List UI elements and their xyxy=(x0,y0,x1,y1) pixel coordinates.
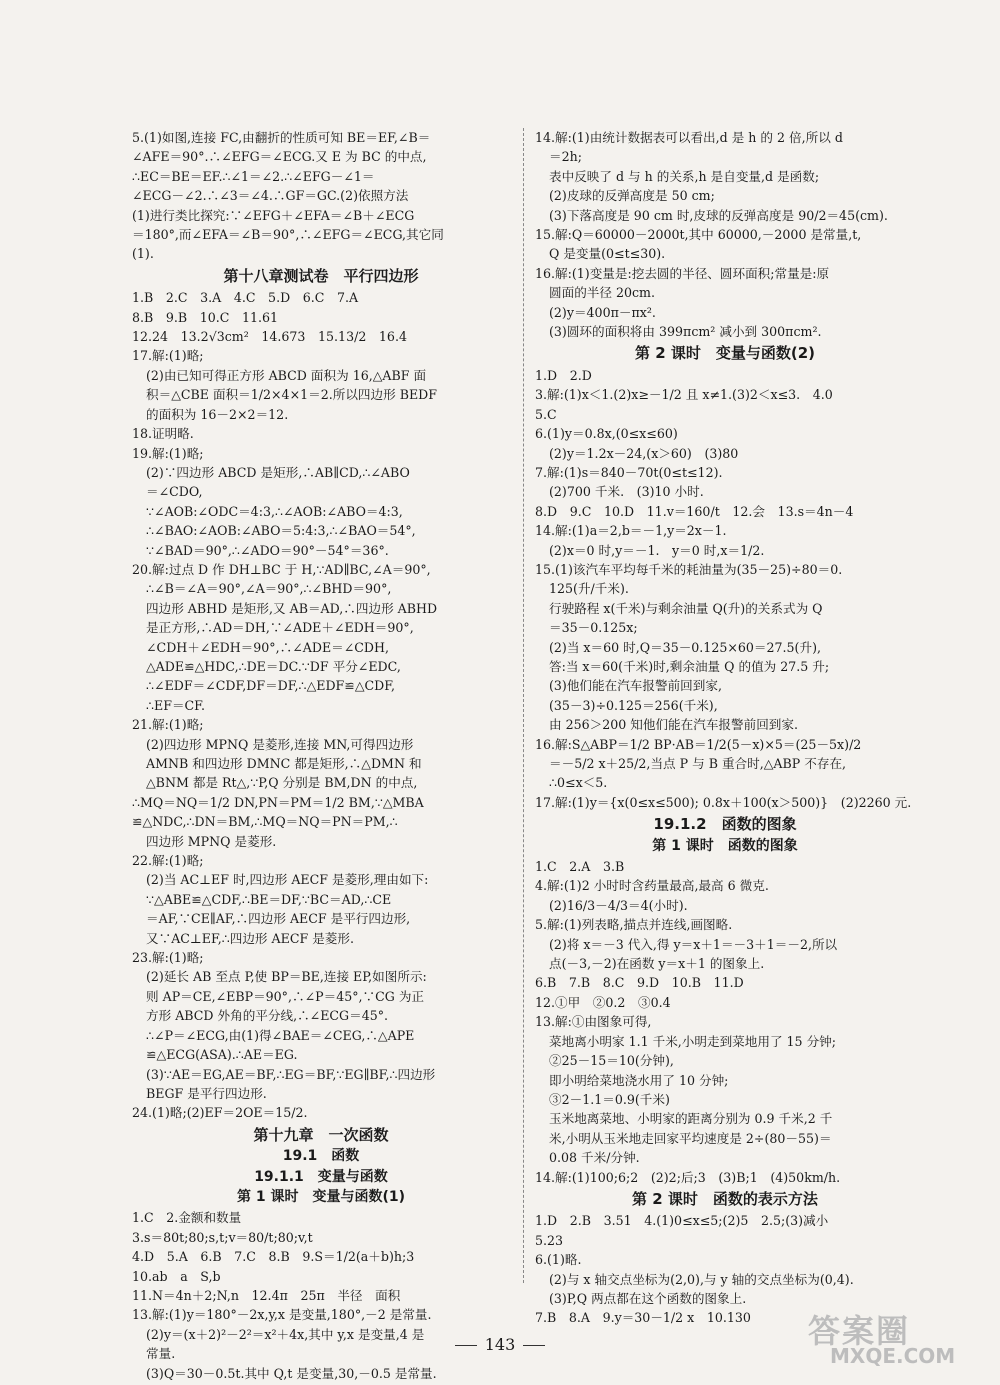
answer-line: 16.解:(1)变量是:挖去圆的半径、圆环面积;常量是:原 xyxy=(535,265,830,281)
answer-line: 17.解:(1)y＝{x(0≤x≤500); 0.8x＋100(x＞500)} (2)2260 元. xyxy=(535,794,912,810)
answer-line: (2)皮球的反弹高度是 50 cm; xyxy=(549,188,715,204)
answer-line: ∴EC＝BE＝EF.∴∠1＝∠2.∴∠EFG－∠1＝ xyxy=(132,168,375,184)
answer-line: △BNM 都是 Rt△,∵P,Q 分别是 BM,DN 的中点, xyxy=(146,775,418,791)
answer-line: 5.(1)如图,连接 FC,由翻折的性质可知 BE＝EF,∠B＝ xyxy=(132,130,431,145)
answer-line: 11.N＝4n＋2;N,n 12.4π 25π 半径 面积 xyxy=(132,1287,401,1303)
answer-line: 1.C 2.金额和数量 xyxy=(132,1210,242,1226)
answer-line: ∴∠BAO:∠AOB:∠ABO＝5:4:3,∴∠BAO＝54°, xyxy=(146,523,416,539)
answer-line: (2)y＝1.2x－24,(x＞60) (3)80 xyxy=(549,445,739,461)
section-heading: 第 2 课时 变量与函数(2) xyxy=(634,344,816,363)
answer-line: ≌△NDC,∴DN＝BM,∴MQ＝NQ＝PN＝PM,∴ xyxy=(132,814,398,830)
answer-line: 23.解:(1)略; xyxy=(132,950,204,966)
answer-line: 13.解:(1)y＝180°－2x,y,x 是变量,180°,－2 是常量. xyxy=(132,1307,432,1323)
section-heading: 第 1 课时 函数的图象 xyxy=(652,837,798,854)
answer-line: (3)他们能在汽车报警前回到家, xyxy=(549,678,722,694)
answer-line: ∴∠EDF＝∠CDF,DF＝DF,∴△EDF≌△CDF, xyxy=(146,678,396,694)
answer-line: 的面积为 16－2×2＝12. xyxy=(146,406,289,422)
answer-line: 0.08 千米/分钟. xyxy=(549,1150,640,1166)
answer-line: ≌△ECG(ASA).∴AE＝EG. xyxy=(146,1047,298,1063)
answer-line: 14.解:(1)100;6;2 (2)2;后;3 (3)B;1 (4)50km/h. xyxy=(535,1169,841,1185)
answer-line: ＝2h; xyxy=(549,149,582,165)
answer-line: 22.解:(1)略; xyxy=(132,853,204,869)
answer-line: 6.(1)略. xyxy=(535,1252,582,1268)
answer-line: ∴MQ＝NQ＝1/2 DN,PN＝PM＝1/2 BM,∵△MBA xyxy=(132,794,424,810)
answer-line: (3)下落高度是 90 cm 时,皮球的反弹高度是 90/2＝45(cm). xyxy=(549,207,888,223)
answer-line: 3.解:(1)x＜1.(2)x≥－1/2 且 x≠1.(3)2＜x≤3. 4.0 xyxy=(535,387,833,403)
answer-line: 玉米地离菜地、小明家的距离分别为 0.9 千米,2 千 xyxy=(549,1111,833,1127)
answer-line: 7.解:(1)s＝840－70t(0≤t≤12). xyxy=(535,464,723,480)
answer-line: 1.C 2.A 3.B xyxy=(535,859,625,875)
answer-line: ∠ECG－∠2.∴∠3＝∠4.∴GF＝GC.(2)依照方法 xyxy=(132,188,409,204)
answer-line: ∴EF＝CF. xyxy=(146,697,205,713)
answer-line: 点(－3,－2)在函数 y＝x＋1 的图象上. xyxy=(549,956,765,972)
section-heading: 第十九章 一次函数 xyxy=(253,1125,389,1144)
watermark-url: MXQE.COM xyxy=(830,1344,956,1368)
watermark-logo xyxy=(800,1300,985,1370)
answer-line: 圆面的半径 20cm. xyxy=(549,285,655,301)
answer-line: 6.B 7.B 8.C 9.D 10.B 11.D xyxy=(535,975,744,991)
watermark-text: 答案圈 xyxy=(808,1312,911,1350)
answer-line: 14.解:(1)由统计数据表可以看出,d 是 h 的 2 倍,所以 d xyxy=(535,130,843,145)
answer-line: 6.(1)y＝0.8x,(0≤x≤60) xyxy=(535,426,678,442)
answer-line: ②25－15＝10(分钟), xyxy=(549,1053,674,1069)
answer-line: 12.①甲 ②0.2 ③0.4 xyxy=(535,994,671,1010)
answer-line: 7.B 8.A 9.y＝30－1/2 x 10.130 xyxy=(535,1310,751,1326)
answer-line: 则 AP＝CE,∠EBP＝90°,∴∠P＝45°,∵CG 为正 xyxy=(146,988,425,1004)
answer-line: (1)进行类比探究:∵∠EFG＋∠EFA＝∠B＋∠ECG xyxy=(132,207,415,223)
section-heading: 19.1.1 变量与函数 xyxy=(254,1168,388,1185)
answer-line: (2)∵四边形 ABCD 是矩形,∴AB∥CD,∴∠ABO xyxy=(146,464,410,480)
right-column xyxy=(535,128,915,1328)
answer-line: ∴∠B＝∠A＝90°,∠A＝90°,∴∠BHD＝90°, xyxy=(146,581,392,597)
answer-line: 5.C xyxy=(535,406,557,422)
answer-line: (2)y＝400π－πx². xyxy=(549,304,656,320)
answer-line: 14.解:(1)a＝2,b＝－1,y＝2x－1. xyxy=(535,523,727,539)
answer-line: 行驶路程 x(千米)与剩余油量 Q(升)的关系式为 Q xyxy=(549,600,823,616)
answer-line: 15.解:Q＝60000－2000t,其中 60000,－2000 是常量,t, xyxy=(535,227,862,243)
answer-line: (35－3)÷0.125＝256(千米), xyxy=(549,697,718,713)
answer-line: (1). xyxy=(132,246,154,262)
page-number-text: 143 xyxy=(484,1335,516,1354)
answer-line: 米,小明从玉米地走回家平均速度是 2÷(80－55)＝ xyxy=(549,1130,832,1146)
answer-line: (2)延长 AB 至点 P,使 BP＝BE,连接 EP,如图所示: xyxy=(146,969,427,985)
answer-line: ＝AF,∵CE∥AF,∴四边形 AECF 是平行四边形, xyxy=(146,911,411,927)
answer-line: 13.解:①由图象可得, xyxy=(535,1014,652,1030)
answer-line: ＝∠CDO, xyxy=(146,484,203,500)
answer-line: △ADE≌△HDC,∴DE＝DC.∵DF 平分∠EDC, xyxy=(146,658,401,674)
answer-line: ∠AFE＝90°.∴∠EFG＝∠ECG.又 E 为 BC 的中点, xyxy=(132,149,427,165)
answer-line: 是正方形,∴AD＝DH,∵∠ADE＋∠EDH＝90°, xyxy=(146,620,414,636)
answer-line: 5.23 xyxy=(535,1232,564,1248)
answer-line: 四边形 ABHD 是矩形,又 AB＝AD,∴四边形 ABHD xyxy=(146,600,438,616)
answer-line: 21.解:(1)略; xyxy=(132,717,204,733)
answer-line: (3)圆环的面积将由 399πcm² 减小到 300πcm². xyxy=(549,324,822,340)
answer-line: 四边形 MPNQ 是菱形. xyxy=(146,833,277,849)
answer-line: Q 是变量(0≤t≤30). xyxy=(549,246,666,262)
answer-line: 由 256＞200 知他们能在汽车报警前回到家. xyxy=(549,717,798,733)
answer-line: ＝180°,而∠EFA＝∠B＝90°,∴∠EFG＝∠ECG,其它同 xyxy=(132,227,444,243)
column-divider xyxy=(523,128,524,1283)
answer-line: 8.D 9.C 10.D 11.v＝160/t 12.会 13.s＝4n－4 xyxy=(535,503,854,519)
answer-line: (2)y＝(x＋2)²－2²＝x²＋4x,其中 y,x 是变量,4 是 xyxy=(146,1326,425,1342)
answer-line: (2)由已知可得正方形 ABCD 面积为 16,△ABF 面 xyxy=(146,367,427,383)
answer-line: 125(升/千米). xyxy=(549,581,629,597)
answer-line: 4.D 5.A 6.B 7.C 8.B 9.S＝1/2(a＋b)h;3 xyxy=(132,1249,415,1265)
answer-line: ∴0≤x＜5. xyxy=(549,775,608,791)
answer-line: ③2－1.1＝0.9(千米) xyxy=(549,1091,670,1107)
answer-line: (2)将 x＝－3 代入,得 y＝x＋1＝－3＋1＝－2,所以 xyxy=(549,936,838,952)
answer-line: 1.B 2.C 3.A 4.C 5.D 6.C 7.A xyxy=(132,290,359,306)
left-column xyxy=(132,128,510,1383)
answer-line: (3)P,Q 两点都在这个函数的图象上. xyxy=(549,1290,747,1306)
answer-line: 菜地离小明家 1.1 千米,小明走到菜地用了 15 分钟; xyxy=(549,1033,836,1049)
answer-line: AMNB 和四边形 DMNC 都是矩形,∴△DMN 和 xyxy=(146,756,422,771)
answer-line: 又∵AC⊥EF,∴四边形 AECF 是菱形. xyxy=(146,930,354,946)
answer-line: (2)当 x＝60 时,Q＝35－0.125×60＝27.5(升), xyxy=(549,639,821,655)
answer-line: (2)当 AC⊥EF 时,四边形 AECF 是菱形,理由如下: xyxy=(146,872,429,888)
answer-line: 5.解:(1)列表略,描点并连线,画图略. xyxy=(535,917,733,933)
answer-line: ＝－5/2 x＋25/2,当点 P 与 B 重合时,△ABP 不存在, xyxy=(549,756,847,771)
answer-line: 方形 ABCD 外角的平分线,∴∠ECG＝45°. xyxy=(146,1008,389,1024)
answer-line: 12.24 13.2√3cm² 14.673 15.13/2 16.4 xyxy=(132,329,407,345)
section-heading: 19.1 函数 xyxy=(282,1148,360,1165)
answer-line: 15.(1)该汽车平均每千米的耗油量为(35－25)÷80＝0. xyxy=(535,561,843,577)
answer-line: 4.解:(1)2 小时时含药量最高,最高 6 微克. xyxy=(535,878,769,894)
answer-line: ∠CDH＋∠EDH＝90°,∴∠ADE＝∠CDH, xyxy=(146,639,390,655)
answer-line: (2)与 x 轴交点坐标为(2,0),与 y 轴的交点坐标为(0,4). xyxy=(549,1271,854,1287)
answer-line: 1.D 2.B 3.51 4.(1)0≤x≤5;(2)5 2.5;(3)减小 xyxy=(535,1213,829,1229)
answer-line: ∵△ABE≌△CDF,∴BE＝DF,∵BC＝AD,∴CE xyxy=(146,891,392,907)
answer-line: 答:当 x＝60(千米)时,剩余油量 Q 的值为 27.5 升; xyxy=(549,658,830,674)
answer-line: 10.ab a S,b xyxy=(132,1268,221,1284)
answer-line: ∵∠AOB:∠ODC＝4:3,∴∠AOB:∠ABO＝4:3, xyxy=(146,503,403,519)
answer-line: (2)700 千米. (3)10 小时. xyxy=(549,484,704,500)
section-heading: 第 1 课时 变量与函数(1) xyxy=(236,1188,406,1205)
answer-line: ＝35－0.125x; xyxy=(549,620,638,636)
section-heading: 第 2 课时 函数的表示方法 xyxy=(632,1189,818,1208)
answer-line: BEGF 是平行四边形. xyxy=(146,1085,267,1101)
answer-line: 3.s＝80t;80;s,t;v＝80/t;80;v,t xyxy=(132,1229,313,1245)
answer-line: 1.D 2.D xyxy=(535,367,592,383)
answer-line: 24.(1)略;(2)EF＝2OE＝15/2. xyxy=(132,1105,308,1121)
answer-line: 积＝△CBE 面积＝1/2×4×1＝2.所以四边形 BEDF xyxy=(146,387,438,403)
answer-line: 20.解:过点 D 作 DH⊥BC 于 H,∵AD∥BC,∠A＝90°, xyxy=(132,561,431,577)
answer-line: ∴∠P＝∠ECG,由(1)得∠BAE＝∠CEG,∴△APE xyxy=(146,1027,415,1043)
answer-line: 17.解:(1)略; xyxy=(132,348,204,364)
section-heading: 第十八章测试卷 平行四边形 xyxy=(223,266,419,285)
answer-line: 常量. xyxy=(146,1346,176,1362)
answer-line: 18.证明略. xyxy=(132,426,194,442)
answer-line: 8.B 9.B 10.C 11.61 xyxy=(132,309,279,325)
answer-line: (2)x＝0 时,y＝－1. y＝0 时,x＝1/2. xyxy=(549,542,765,558)
answer-line: 19.解:(1)略; xyxy=(132,445,204,461)
answer-line: (2)四边形 MPNQ 是菱形,连接 MN,可得四边形 xyxy=(146,736,414,752)
answer-line: 表中反映了 d 与 h 的关系,h 是自变量,d 是函数; xyxy=(549,168,820,184)
section-heading: 19.1.2 函数的图象 xyxy=(653,815,797,834)
answer-line: 即小明给菜地浇水用了 10 分钟; xyxy=(549,1072,729,1088)
answer-line: 16.解:S△ABP＝1/2 BP·AB＝1/2(5－x)×5＝(25－5x)/2 xyxy=(535,736,862,752)
answer-line: ∵∠BAD＝90°,∴∠ADO＝90°－54°＝36°. xyxy=(146,542,389,558)
answer-line: (3)Q＝30－0.5t.其中 Q,t 是变量,30,－0.5 是常量. xyxy=(146,1365,437,1381)
answer-line: (2)16/3－4/3＝4(小时). xyxy=(549,897,688,913)
answer-line: (3)∵AE＝EG,AE＝BF,∴EG＝BF,∵EG∥BF,∴四边形 xyxy=(146,1066,436,1082)
